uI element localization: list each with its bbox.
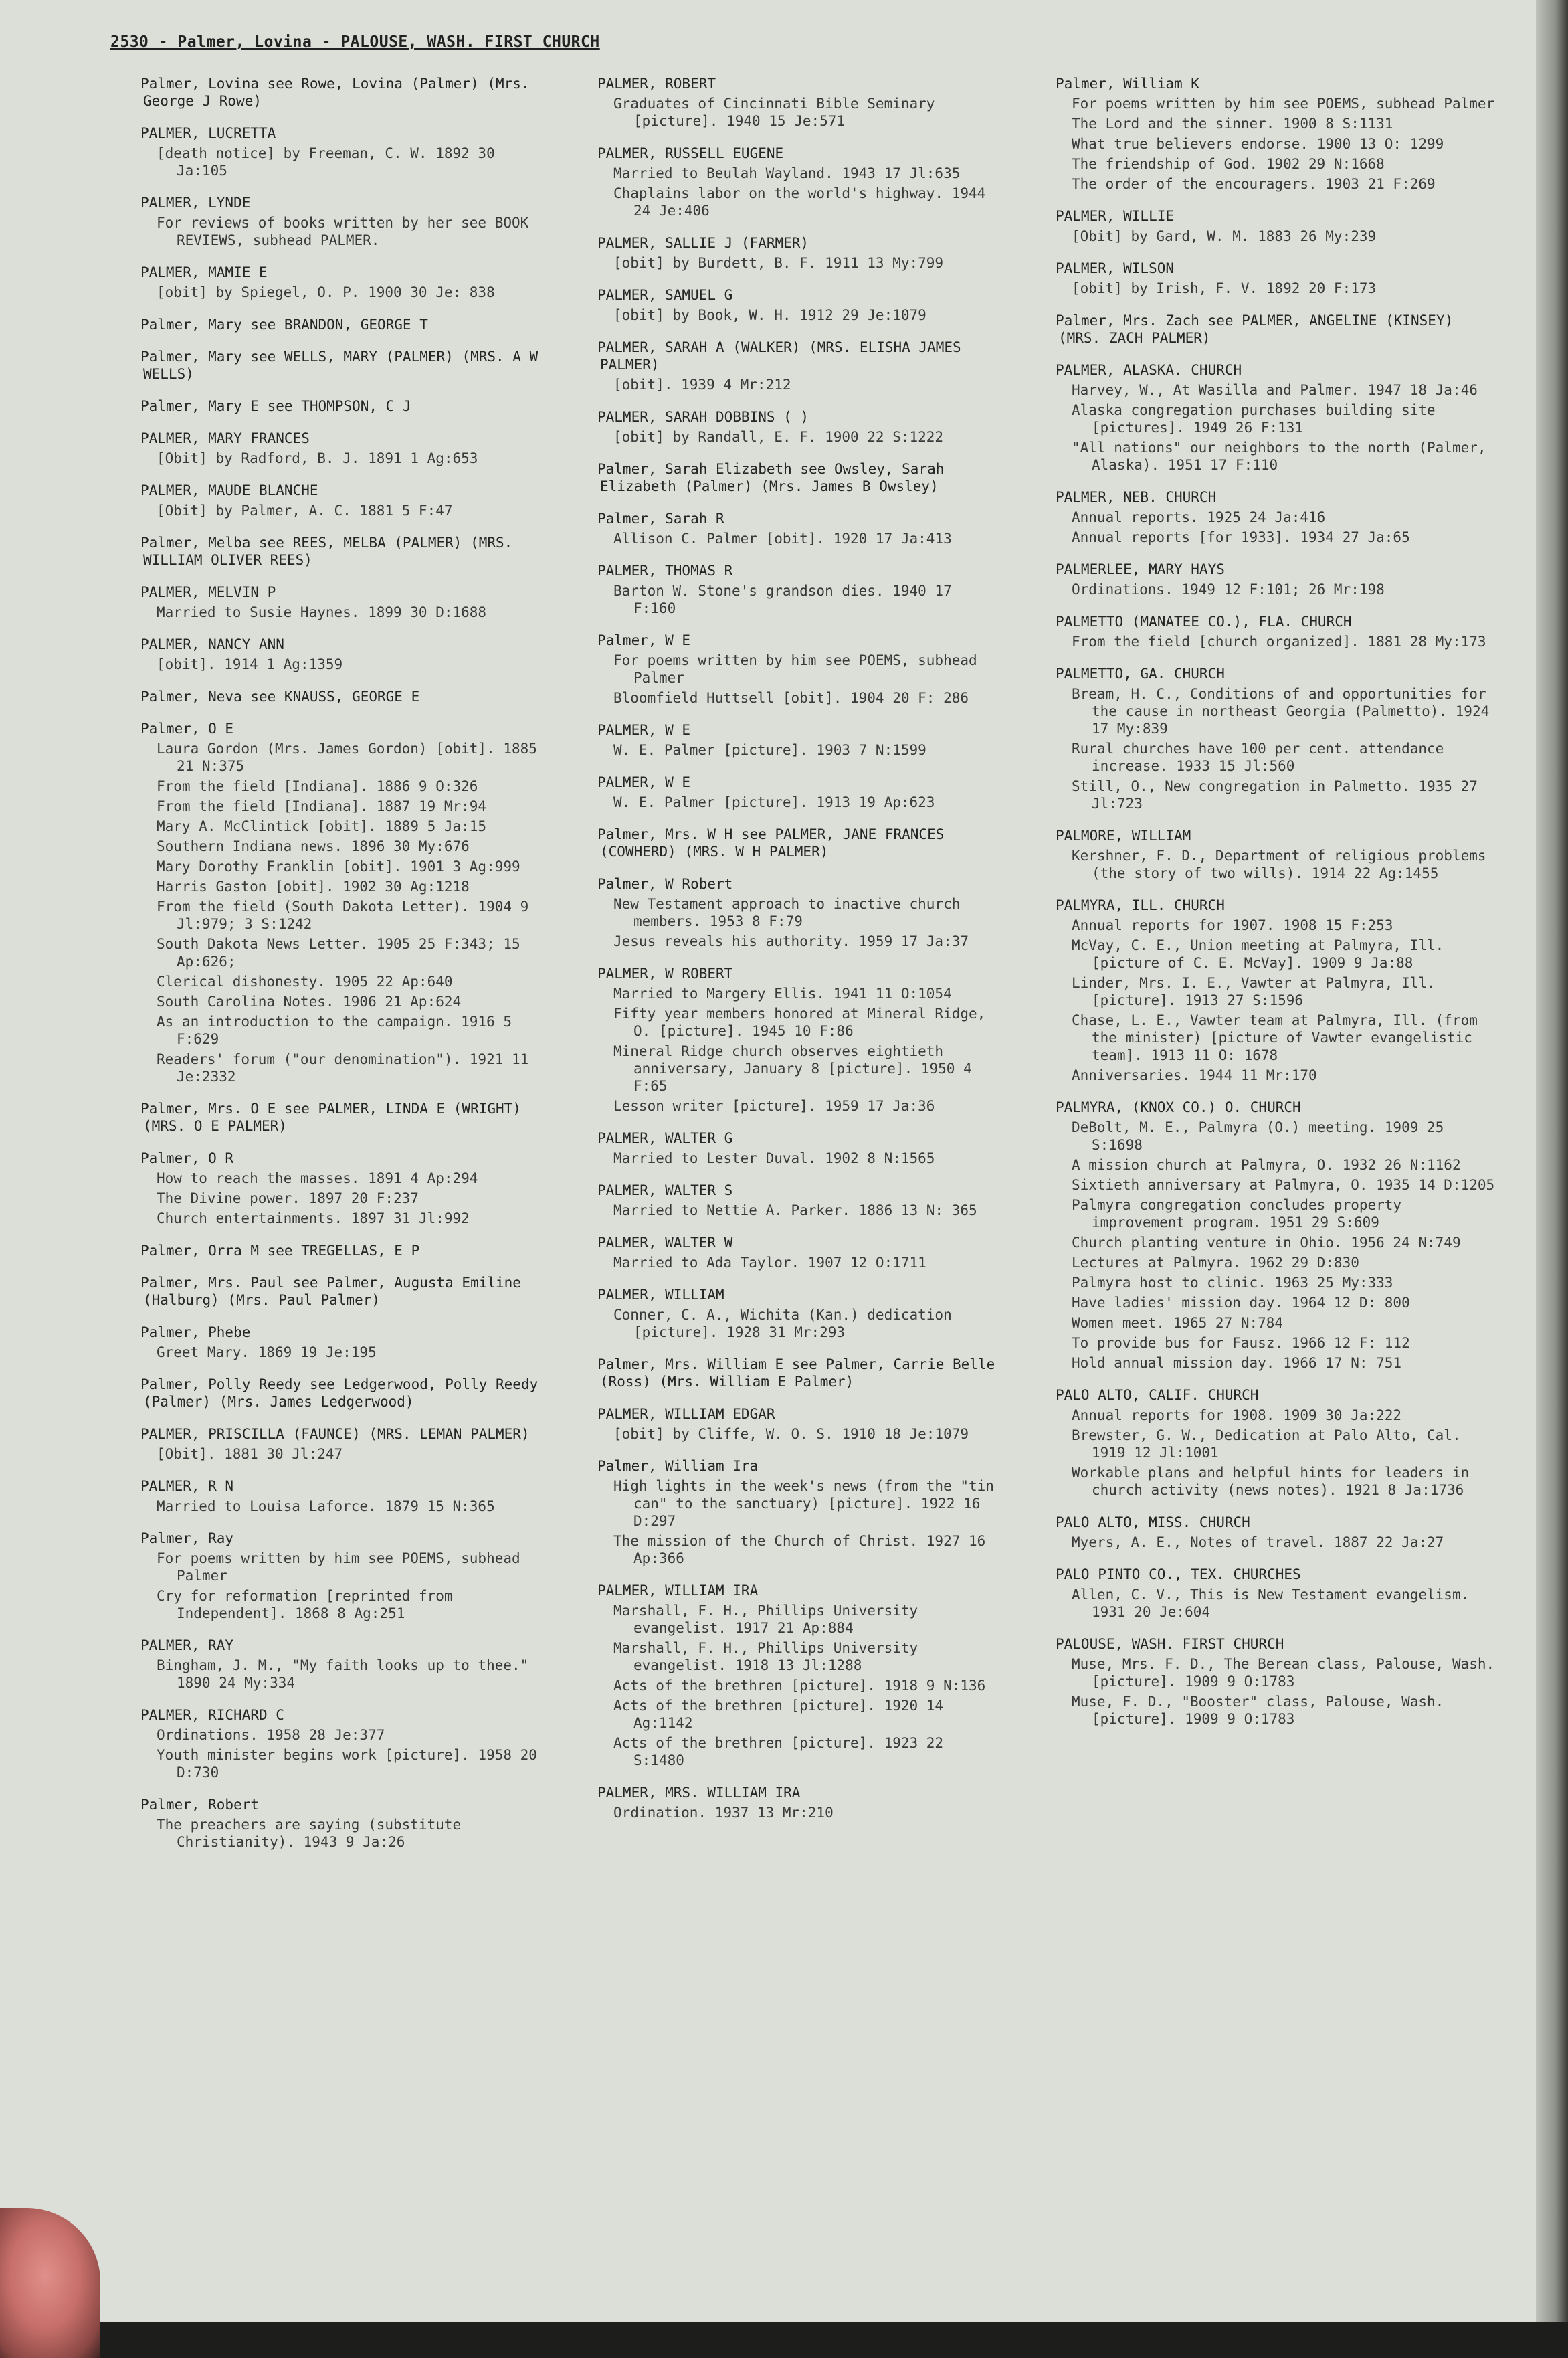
index-entry [597, 1457, 1003, 1567]
index-entry [597, 1129, 999, 1167]
entry-heading: PALMER, THOMAS R [597, 563, 733, 579]
citation-line: Laura Gordon (Mrs. James Gordon) [obit]. 1885 21 N:375 [157, 741, 546, 774]
entry-heading: Palmer, Robert [140, 1797, 260, 1813]
citation-line: Kershner, F. D., Department of religious problems (the story of two wills). 1914 22 Ag:1455 [1072, 848, 1495, 881]
citation-line: High lights in the week's news (from the "tin can" to the sanctuary) [picture]. 1922 16 D:297 [613, 1478, 1003, 1529]
citation-line: The Lord and the sinner. 1900 8 S:1131 [1072, 116, 1393, 132]
index-entry [597, 286, 999, 324]
citation-line: Still, O., New congregation in Palmetto. 1935 27 Jl:723 [1072, 778, 1486, 812]
index-entry [140, 534, 542, 569]
entry-heading: PALMER, MELVIN P [140, 584, 276, 600]
citation-line: How to reach the masses. 1891 4 Ap:294 [157, 1170, 478, 1186]
index-entry [597, 1286, 999, 1341]
entry-heading: PALMER, MAUDE BLANCHE [140, 482, 318, 498]
index-entry [1056, 613, 1497, 650]
index-entry [1056, 1566, 1497, 1621]
entry-heading: PALMER, WALTER S [597, 1182, 733, 1198]
citation-line: Mary Dorothy Franklin [obit]. 1901 3 Ag:999 [157, 858, 520, 875]
citation-line: Sixtieth anniversary at Palmyra, O. 1935 14 D:1205 [1072, 1177, 1495, 1193]
entry-heading: PALMER, RICHARD C [140, 1707, 284, 1723]
citation-line: Acts of the brethren [picture]. 1920 14 Ag:1142 [613, 1698, 952, 1731]
index-entry [1056, 561, 1497, 598]
index-entry [140, 583, 542, 621]
citation-line: Ordinations. 1958 28 Je:377 [157, 1727, 385, 1743]
index-entry [597, 1784, 999, 1821]
index-column-2 [597, 75, 1003, 1836]
citation-line: Anniversaries. 1944 11 Mr:170 [1072, 1067, 1317, 1083]
citation-line: [obit] by Irish, F. V. 1892 20 F:173 [1072, 280, 1377, 296]
entry-heading: PALMYRA, ILL. CHURCH [1056, 897, 1225, 913]
citation-line: Women meet. 1965 27 N:784 [1072, 1315, 1284, 1331]
index-entry [140, 1477, 542, 1515]
index-entry [1056, 207, 1497, 245]
entry-heading: Palmer, Mrs. William E see Palmer, Carrie Belle (Ross) (Mrs. William E Palmer) [597, 1356, 1003, 1390]
index-entry [140, 75, 542, 110]
citation-line: Graduates of Cincinnati Bible Seminary [picture]. 1940 15 Je:571 [613, 96, 944, 129]
entry-heading: Palmer, William K [1056, 76, 1199, 92]
entry-heading: PALMER, SARAH A (WALKER) (MRS. ELISHA JAMES PALMER) [597, 339, 970, 373]
index-entry [140, 1706, 546, 1781]
index-entry [597, 510, 999, 547]
entry-heading: PALMER, PRISCILLA (FAUNCE) (MRS. LEMAN PALMER) [140, 1426, 530, 1442]
index-column-1 [140, 75, 547, 1866]
citation-line: Greet Mary. 1869 19 Je:195 [157, 1344, 377, 1360]
citation-line: Clerical dishonesty. 1905 22 Ap:640 [157, 974, 453, 990]
entry-heading: PALMER, W E [597, 722, 691, 738]
citation-line: Church entertainments. 1897 31 Jl:992 [157, 1210, 470, 1227]
index-entry [140, 482, 542, 519]
index-entry [140, 348, 547, 383]
citation-line: Married to Susie Haynes. 1899 30 D:1688 [157, 604, 487, 620]
entry-heading: Palmer, Melba see REES, MELBA (PALMER) (MRS. WILLIAM OLIVER REES) [140, 535, 521, 568]
index-entry [1056, 827, 1497, 882]
index-entry [597, 965, 999, 1115]
citation-line: [obit] by Burdett, B. F. 1911 13 My:799 [613, 255, 944, 271]
citation-line: Hold annual mission day. 1966 17 N: 751 [1072, 1355, 1402, 1371]
index-entry [1056, 1386, 1497, 1499]
citation-line: Bream, H. C., Conditions of and opportunities for the cause in northeast Georgia (Palmetto). 1924 17 My:839 [1072, 686, 1498, 737]
index-entry [140, 1242, 542, 1259]
citation-line: Marshall, F. H., Phillips University evangelist. 1917 21 Ap:884 [613, 1603, 926, 1636]
citation-line: Cry for reformation [reprinted from Independent]. 1868 8 Ag:251 [157, 1588, 462, 1621]
citation-line: [Obit] by Palmer, A. C. 1881 5 F:47 [157, 503, 453, 519]
index-entry [140, 1150, 542, 1227]
index-entry [597, 562, 999, 617]
citation-line: Marshall, F. H., Phillips University evangelist. 1918 13 Jl:1288 [613, 1640, 926, 1673]
citation-line: Bingham, J. M., "My faith looks up to thee." 1890 24 My:334 [157, 1657, 537, 1691]
entry-heading: PALMER, MAMIE E [140, 264, 268, 280]
entry-heading: PALMER, MARY FRANCES [140, 430, 310, 446]
index-entry [140, 720, 546, 1085]
entry-heading: PALOUSE, WASH. FIRST CHURCH [1056, 1636, 1284, 1652]
entry-heading: PALMER, R N [140, 1478, 234, 1494]
citation-line: Annual reports for 1908. 1909 30 Ja:222 [1072, 1407, 1402, 1423]
citation-line: As an introduction to the campaign. 1916 5 F:629 [157, 1014, 520, 1047]
index-entry [1056, 897, 1497, 1084]
entry-heading: Palmer, Orra M see TREGELLAS, E P [140, 1243, 420, 1259]
citation-line: The preachers are saying (substitute Christianity). 1943 9 Ja:26 [157, 1817, 470, 1850]
index-entry [1056, 75, 1497, 193]
citation-line: For reviews of books written by her see BOOK REVIEWS, subhead PALMER. [157, 215, 537, 248]
index-entry [1056, 260, 1497, 297]
entry-heading: Palmer, Sarah R [597, 511, 724, 527]
index-entry [1056, 665, 1497, 812]
entry-heading: PALMER, WILLIE [1056, 208, 1175, 224]
citation-line: Ordination. 1937 13 Mr:210 [613, 1805, 834, 1821]
citation-line: The order of the encouragers. 1903 21 F:269 [1072, 176, 1436, 192]
citation-line: Married to Louisa Laforce. 1879 15 N:365 [157, 1498, 495, 1514]
citation-line: Muse, F. D., "Booster" class, Palouse, Wash. [picture]. 1909 9 O:1783 [1072, 1694, 1452, 1727]
citation-line: Readers' forum ("our denomination"). 1921 11 Je:2332 [157, 1051, 537, 1085]
citation-line: New Testament approach to inactive church members. 1953 8 F:79 [613, 896, 969, 929]
citation-line: For poems written by him see POEMS, subhead Palmer [1072, 96, 1495, 112]
entry-heading: Palmer, Mary see BRANDON, GEORGE T [140, 316, 428, 333]
citation-line: Palmyra congregation concludes property improvement program. 1951 29 S:609 [1072, 1197, 1410, 1231]
index-entry [597, 875, 999, 950]
citation-line: Conner, C. A., Wichita (Kan.) dedication [picture]. 1928 31 Mr:293 [613, 1307, 961, 1340]
citation-line: Harris Gaston [obit]. 1902 30 Ag:1218 [157, 879, 470, 895]
entry-heading: PALMER, WALTER G [597, 1130, 733, 1146]
citation-line: [obit] by Randall, E. F. 1900 22 S:1222 [613, 429, 944, 445]
citation-line: McVay, C. E., Union meeting at Palmyra, Ill. [picture of C. E. McVay]. 1909 9 Ja:88 [1072, 937, 1452, 971]
citation-line: Allison C. Palmer [obit]. 1920 17 Ja:413 [613, 531, 952, 547]
index-entry [140, 1637, 542, 1692]
citation-line: Chase, L. E., Vawter team at Palmyra, Ill. (from the minister) [picture of Vawter evangelistic team]. 1913 11 O: 1678 [1072, 1012, 1486, 1063]
citation-line: For poems written by him see POEMS, subhead Palmer [613, 652, 986, 686]
index-entry [140, 1530, 542, 1622]
running-header: 2530 - Palmer, Lovina - PALOUSE, WASH. FIRST CHURCH [110, 33, 600, 51]
citation-line: Linder, Mrs. I. E., Vawter at Palmyra, Ill. [picture]. 1913 27 S:1596 [1072, 975, 1444, 1008]
index-entry [1056, 1514, 1497, 1551]
citation-line: [obit] by Book, W. H. 1912 29 Je:1079 [613, 307, 926, 323]
entry-heading: PALO ALTO, CALIF. CHURCH [1056, 1387, 1259, 1403]
index-entry [140, 397, 542, 415]
entry-heading: Palmer, Sarah Elizabeth see Owsley, Sarah Elizabeth (Palmer) (Mrs. James B Owsley) [597, 461, 953, 494]
entry-heading: Palmer, Polly Reedy see Ledgerwood, Polly Reedy (Palmer) (Mrs. James Ledgerwood) [140, 1376, 547, 1410]
citation-line: [Obit] by Gard, W. M. 1883 26 My:239 [1072, 228, 1377, 244]
entry-heading: PALMER, WALTER W [597, 1235, 733, 1251]
citation-line: Workable plans and helpful hints for leaders in church activity (news notes). 1921 8 Ja:1736 [1072, 1465, 1478, 1498]
citation-line: [death notice] by Freeman, C. W. 1892 30 Ja:105 [157, 145, 504, 179]
entry-heading: Palmer, O R [140, 1150, 234, 1166]
entry-heading: Palmer, Phebe [140, 1324, 251, 1340]
citation-line: A mission church at Palmyra, O. 1932 26 N:1162 [1072, 1157, 1461, 1173]
citation-line: The Divine power. 1897 20 F:237 [157, 1190, 419, 1206]
citation-line: Palmyra host to clinic. 1963 25 My:333 [1072, 1275, 1393, 1291]
citation-line: Married to Margery Ellis. 1941 11 O:1054 [613, 986, 952, 1002]
citation-line: Married to Lester Duval. 1902 8 N:1565 [613, 1150, 935, 1166]
citation-line: [obit] by Cliffe, W. O. S. 1910 18 Je:1079 [613, 1426, 969, 1442]
entry-heading: PALMER, LUCRETTA [140, 125, 276, 141]
citation-line: Married to Beulah Wayland. 1943 17 Jl:635 [613, 165, 961, 181]
index-entry [1056, 488, 1497, 546]
citation-line: Muse, Mrs. F. D., The Berean class, Palouse, Wash. [picture]. 1909 9 O:1783 [1072, 1656, 1503, 1690]
entry-heading: PALMER, WILLIAM EDGAR [597, 1406, 775, 1422]
citation-line: Allen, C. V., This is New Testament evangelism. 1931 20 Je:604 [1072, 1586, 1478, 1620]
index-entry [140, 1425, 542, 1463]
citation-line: Lesson writer [picture]. 1959 17 Ja:36 [613, 1098, 935, 1114]
citation-line: From the field [Indiana]. 1887 19 Mr:94 [157, 798, 487, 814]
citation-line: Mary A. McClintick [obit]. 1889 5 Ja:15 [157, 818, 487, 834]
entry-heading: Palmer, Neva see KNAUSS, GEORGE E [140, 689, 420, 705]
citation-line: Lectures at Palmyra. 1962 29 D:830 [1072, 1255, 1359, 1271]
entry-heading: Palmer, William Ira [597, 1458, 759, 1474]
index-entry [140, 1274, 542, 1309]
citation-line: Jesus reveals his authority. 1959 17 Ja:37 [613, 933, 969, 949]
index-entry [140, 316, 542, 333]
index-entry [140, 1324, 542, 1361]
entry-heading: PALO ALTO, MISS. CHURCH [1056, 1514, 1250, 1530]
citation-line: "All nations" our neighbors to the north (Palmer, Alaska). 1951 17 F:110 [1072, 440, 1495, 473]
entry-heading: PALMER, W E [597, 774, 691, 790]
citation-line: For poems written by him see POEMS, subhead Palmer [157, 1550, 529, 1584]
citation-line: Barton W. Stone's grandson dies. 1940 17 F:160 [613, 583, 961, 616]
citation-line: From the field (South Dakota Letter). 1904 9 Jl:979; 3 S:1242 [157, 899, 537, 932]
entry-heading: PALMER, LYNDE [140, 195, 251, 211]
citation-line: W. E. Palmer [picture]. 1913 19 Ap:623 [613, 794, 935, 810]
entry-heading: PALMER, WILSON [1056, 260, 1175, 276]
citation-line: The mission of the Church of Christ. 1927 16 Ap:366 [613, 1533, 994, 1566]
index-entry [1056, 312, 1497, 347]
citation-line: Married to Ada Taylor. 1907 12 O:1711 [613, 1255, 926, 1271]
entry-heading: PALMORE, WILLIAM [1056, 828, 1191, 844]
index-entry [597, 1234, 999, 1271]
page-bottom-edge [0, 2322, 1568, 2358]
index-entry [597, 408, 999, 446]
citation-line: South Dakota News Letter. 1905 25 F:343; 15 Ap:626; [157, 936, 529, 970]
citation-line: Annual reports for 1907. 1908 15 F:253 [1072, 917, 1393, 933]
citation-line: [obit]. 1939 4 Mr:212 [613, 377, 791, 393]
index-entry [140, 124, 542, 179]
entry-heading: PALMERLEE, MARY HAYS [1056, 561, 1225, 577]
entry-heading: Palmer, Mrs. Paul see Palmer, Augusta Emiline (Halburg) (Mrs. Paul Palmer) [140, 1275, 530, 1308]
index-entry [597, 234, 999, 272]
index-entry [597, 1356, 1003, 1390]
citation-line: Ordinations. 1949 12 F:101; 26 Mr:198 [1072, 581, 1385, 598]
citation-line: Alaska congregation purchases building site [pictures]. 1949 26 F:131 [1072, 402, 1444, 436]
entry-heading: PALMER, W ROBERT [597, 966, 733, 982]
index-entry [597, 75, 999, 130]
entry-heading: Palmer, Mary E see THOMPSON, C J [140, 398, 411, 414]
citation-line: Bloomfield Huttsell [obit]. 1904 20 F: 286 [613, 690, 969, 706]
index-entry [597, 632, 999, 707]
citation-line: Brewster, G. W., Dedication at Palo Alto, Cal. 1919 12 Jl:1001 [1072, 1427, 1470, 1461]
index-entry [597, 1582, 999, 1769]
entry-heading: PALMER, NEB. CHURCH [1056, 489, 1217, 505]
index-entry [140, 688, 542, 705]
entry-heading: PALMER, MRS. WILLIAM IRA [597, 1785, 801, 1801]
citation-line: Annual reports. 1925 24 Ja:416 [1072, 509, 1326, 525]
citation-line: Harvey, W., At Wasilla and Palmer. 1947 18 Ja:46 [1072, 382, 1478, 398]
entry-heading: PALMETTO, GA. CHURCH [1056, 666, 1225, 682]
entry-heading: PALO PINTO CO., TEX. CHURCHES [1056, 1566, 1301, 1582]
index-entry [140, 1376, 547, 1411]
citation-line: [Obit]. 1881 30 Jl:247 [157, 1446, 343, 1462]
index-entry [140, 194, 542, 249]
citation-line: Myers, A. E., Notes of travel. 1887 22 Ja:27 [1072, 1534, 1444, 1550]
entry-heading: Palmer, Mrs. O E see PALMER, LINDA E (WRIGHT) (MRS. O E PALMER) [140, 1101, 530, 1134]
index-entry [597, 145, 999, 219]
entry-heading: PALMER, WILLIAM IRA [597, 1582, 759, 1599]
citation-line: To provide bus for Fausz. 1966 12 F: 112 [1072, 1335, 1410, 1351]
index-entry [597, 339, 999, 393]
entry-heading: Palmer, Mrs. W H see PALMER, JANE FRANCES (COWHERD) (MRS. W H PALMER) [597, 826, 953, 860]
index-entry [1056, 361, 1497, 474]
citation-line: What true believers endorse. 1900 13 O: 1299 [1072, 136, 1444, 152]
entry-heading: PALMER, SARAH DOBBINS ( ) [597, 409, 809, 425]
book-gutter [1536, 0, 1568, 2358]
entry-heading: Palmer, W Robert [597, 876, 733, 892]
citation-line: Married to Nettie A. Parker. 1886 13 N: 365 [613, 1202, 977, 1218]
entry-heading: PALMER, RUSSELL EUGENE [597, 145, 784, 161]
index-entry [140, 430, 542, 467]
citation-line: Fifty year members honored at Mineral Ridge, O. [picture]. 1945 10 F:86 [613, 1006, 994, 1039]
citation-line: [obit] by Spiegel, O. P. 1900 30 Je: 838 [157, 284, 495, 300]
citation-line: Youth minister begins work [picture]. 1958 20 D:730 [157, 1747, 546, 1781]
entry-heading: PALMER, ALASKA. CHURCH [1056, 362, 1242, 378]
entry-heading: PALMER, NANCY ANN [140, 636, 284, 652]
entry-heading: PALMER, SALLIE J (FARMER) [597, 235, 809, 251]
citation-line: Acts of the brethren [picture]. 1923 22 S:1480 [613, 1735, 952, 1768]
entry-heading: PALMER, WILLIAM [597, 1287, 724, 1303]
entry-heading: Palmer, W E [597, 632, 691, 648]
entry-heading: Palmer, Mrs. Zach see PALMER, ANGELINE (KINSEY) (MRS. ZACH PALMER) [1056, 312, 1462, 346]
index-entry [597, 1182, 999, 1219]
citation-line: Church planting venture in Ohio. 1956 24 N:749 [1072, 1235, 1461, 1251]
citation-line: South Carolina Notes. 1906 21 Ap:624 [157, 994, 462, 1010]
entry-heading: PALMYRA, (KNOX CO.) O. CHURCH [1056, 1099, 1301, 1115]
citation-line: Chaplains labor on the world's highway. 1944 24 Je:406 [613, 185, 994, 219]
citation-line: The friendship of God. 1902 29 N:1668 [1072, 156, 1385, 172]
citation-line: From the field [church organized]. 1881 28 My:173 [1072, 634, 1486, 650]
entry-heading: Palmer, O E [140, 721, 234, 737]
citation-line: Annual reports [for 1933]. 1934 27 Ja:65 [1072, 529, 1410, 545]
index-entry [597, 721, 999, 759]
index-entry [597, 460, 999, 495]
index-column-3 [1056, 75, 1503, 1742]
citation-line: Mineral Ridge church observes eightieth anniversary, January 8 [picture]. 1950 4 F:65 [613, 1043, 981, 1094]
citation-line: Southern Indiana news. 1896 30 My:676 [157, 838, 470, 854]
index-entry [140, 636, 542, 673]
index-entry [597, 774, 999, 811]
citation-line: [Obit] by Radford, B. J. 1891 1 Ag:653 [157, 450, 478, 466]
citation-line: Acts of the brethren [picture]. 1918 9 N:136 [613, 1677, 986, 1694]
citation-line: [obit]. 1914 1 Ag:1359 [157, 656, 343, 672]
entry-heading: PALMETTO (MANATEE CO.), FLA. CHURCH [1056, 614, 1352, 630]
entry-heading: Palmer, Mary see WELLS, MARY (PALMER) (MRS. A W WELLS) [140, 349, 547, 382]
index-entry [1056, 1635, 1503, 1728]
entry-heading: PALMER, SAMUEL G [597, 287, 733, 303]
citation-line: Rural churches have 100 per cent. attendance increase. 1933 15 Jl:560 [1072, 741, 1452, 774]
entry-heading: Palmer, Ray [140, 1530, 234, 1546]
index-entry [597, 826, 999, 860]
entry-heading: PALMER, ROBERT [597, 76, 716, 92]
citation-line: DeBolt, M. E., Palmyra (O.) meeting. 1909 25 S:1698 [1072, 1119, 1452, 1153]
index-entry [140, 1100, 542, 1135]
citation-line: Have ladies' mission day. 1964 12 D: 800 [1072, 1295, 1410, 1311]
entry-heading: PALMER, RAY [140, 1637, 234, 1653]
entry-heading: Palmer, Lovina see Rowe, Lovina (Palmer) (Mrs. George J Rowe) [140, 76, 538, 109]
index-entry [597, 1405, 999, 1443]
index-entry [140, 264, 542, 301]
citation-line: From the field [Indiana]. 1886 9 O:326 [157, 778, 478, 794]
index-entry [1056, 1099, 1497, 1372]
index-entry [140, 1796, 542, 1851]
citation-line: W. E. Palmer [picture]. 1903 7 N:1599 [613, 742, 926, 758]
